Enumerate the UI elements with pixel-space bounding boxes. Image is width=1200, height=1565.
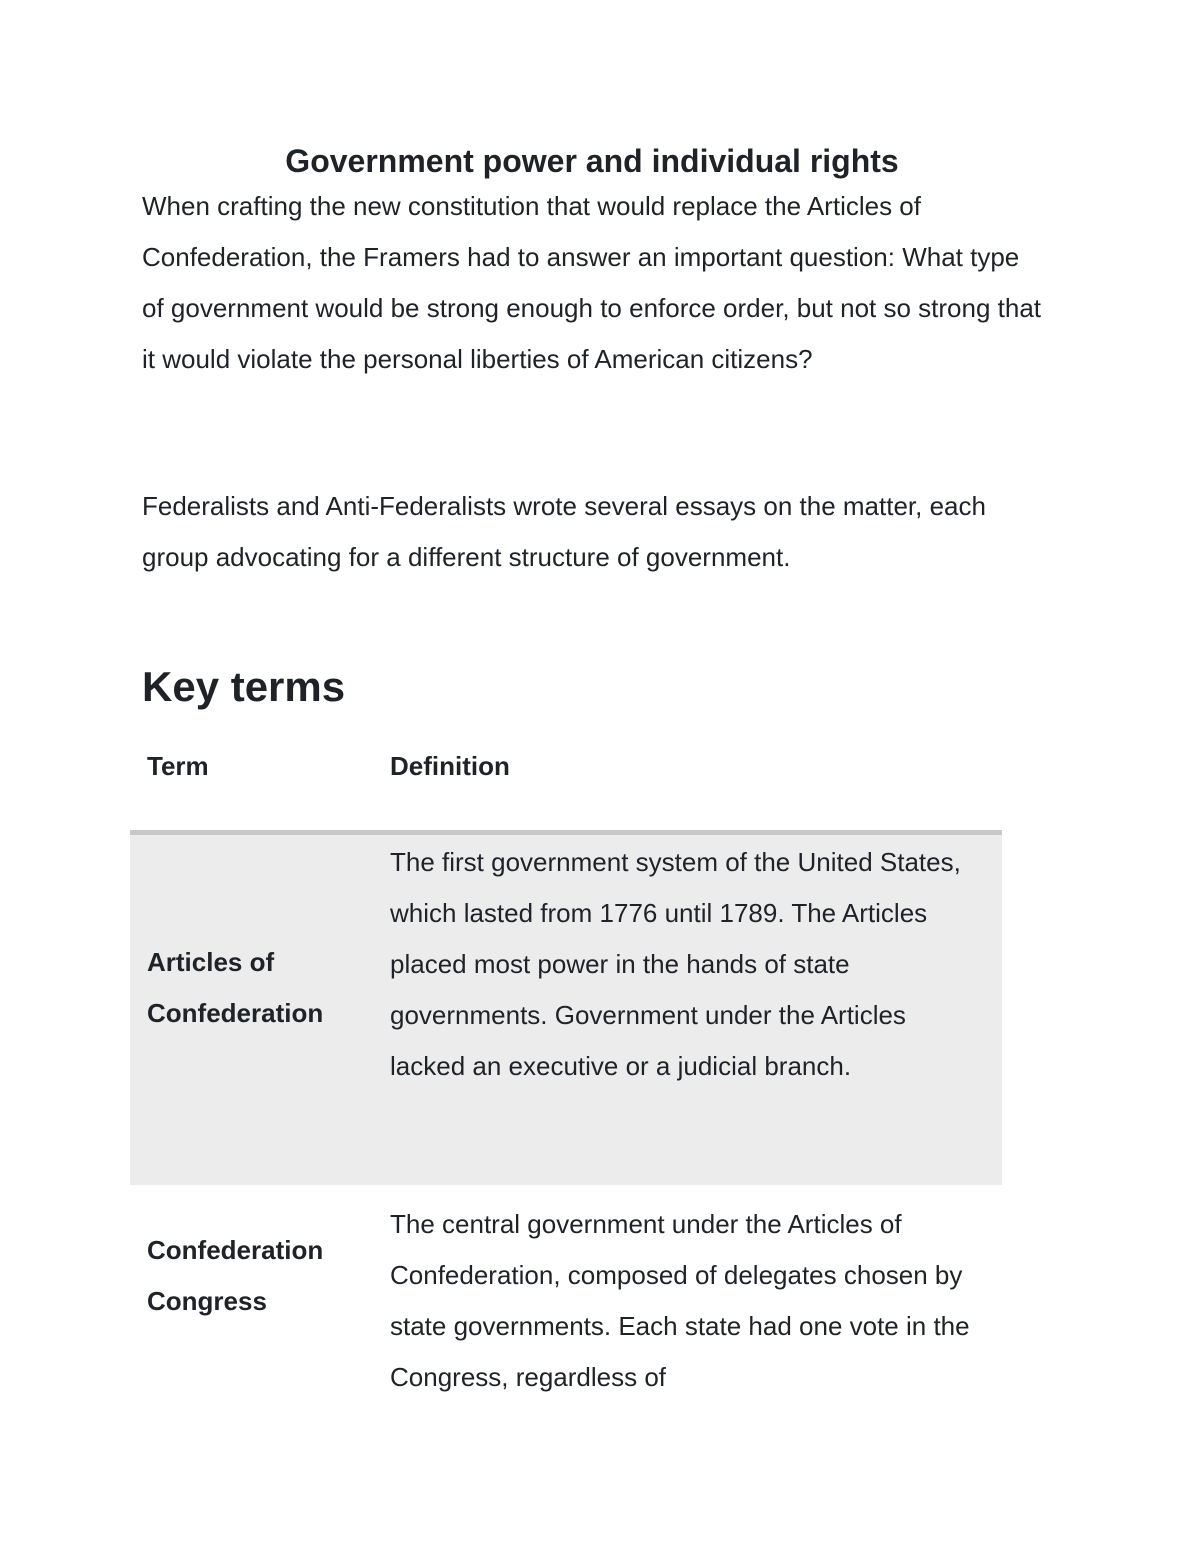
key-terms-table [130, 740, 1002, 1392]
section-heading-key-terms: Key terms [142, 663, 346, 710]
table-row [130, 1185, 1002, 1565]
intro-paragraph: When crafting the new constitution that would replace the Articles of Confederation, the Framers had to answer an important question: What type of government would be strong enough to enforce order, but not so strong that it would violate the personal liberties of American citizens? [142, 191, 1042, 374]
page-title: Government power and individual rights [285, 143, 899, 179]
table-header-row [130, 740, 1002, 830]
table-row [130, 835, 1002, 1185]
column-header-term: Term [147, 751, 209, 781]
term-cell: Articles of Confederation [147, 947, 324, 1028]
federalists-paragraph: Federalists and Anti-Federalists wrote several essays on the matter, each group advocating for a different structure of government. [142, 491, 986, 572]
definition-cell: The first government system of the United States, which lasted from 1776 until 1789. The Articles placed most power in the hands of state governments. Government under the Articles lacked an executive or a judicial branch. [390, 847, 961, 1081]
column-header-definition: Definition [390, 751, 510, 781]
term-cell: Confederation Congress [147, 1235, 324, 1316]
definition-cell: The central government under the Articles of Confederation, composed of delegates chosen by state governments. Each state had one vote in the Congress, regardless of [390, 1209, 970, 1392]
